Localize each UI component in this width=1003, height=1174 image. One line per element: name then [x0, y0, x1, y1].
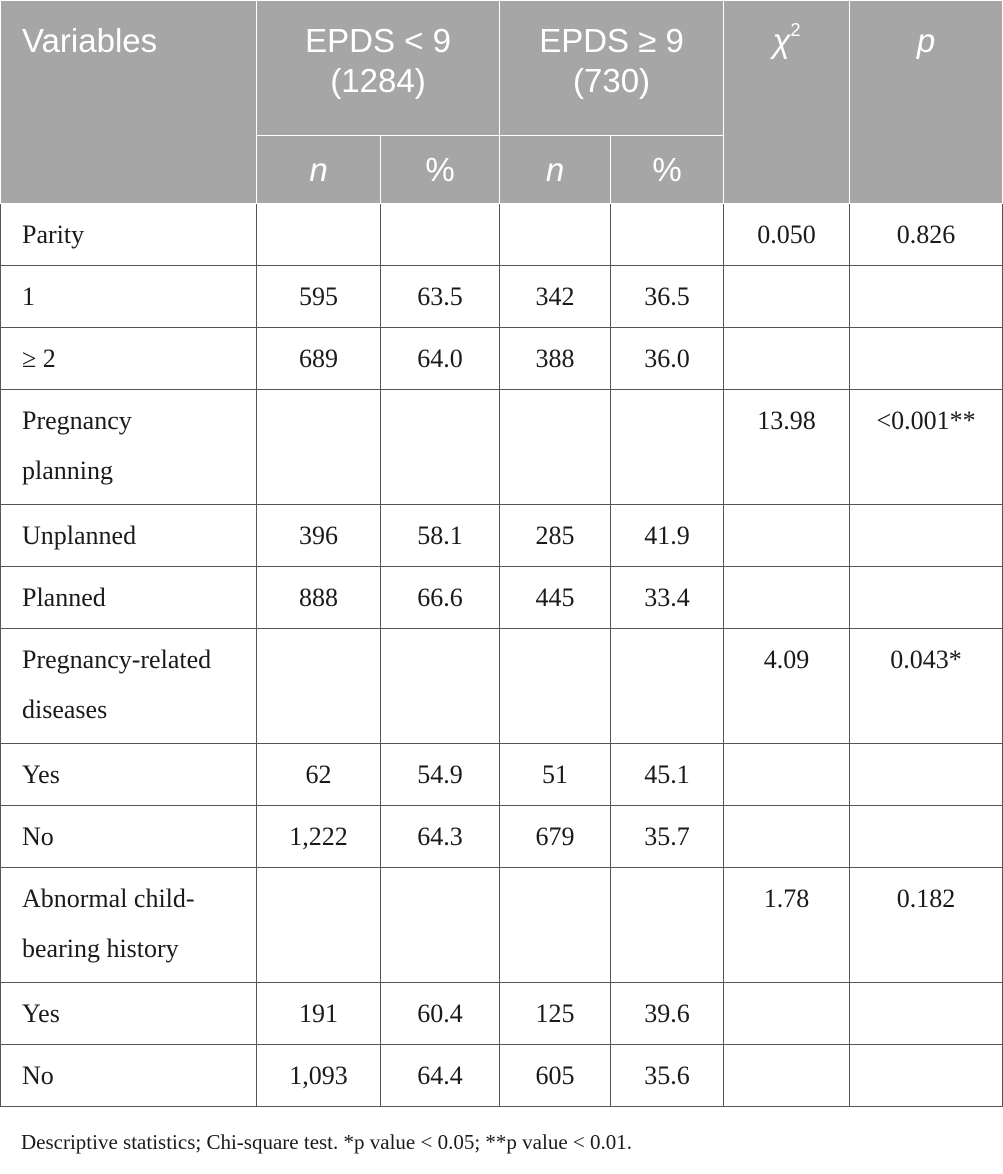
cell-n-high: 342 — [500, 266, 611, 328]
table-row — [1, 744, 1003, 806]
header-epds-low-count: (1284) — [330, 62, 426, 99]
row-label — [1, 629, 257, 744]
row-label: Unplanned — [1, 505, 257, 567]
table-row — [1, 567, 1003, 629]
cell-n-low — [257, 629, 381, 744]
row-label: Planned — [1, 567, 257, 629]
cell-pct-low: 66.6 — [381, 567, 500, 629]
cell-pct-low — [381, 390, 500, 505]
table-row — [1, 328, 1003, 390]
cell-p — [850, 328, 1003, 390]
table-footnote: Descriptive statistics; Chi-square test. *p value < 0.05; **p value < 0.01. — [21, 1130, 632, 1154]
cell-p — [850, 806, 1003, 868]
header-epds-high-count: (730) — [573, 62, 651, 99]
cell-p — [850, 266, 1003, 328]
cell-pct-high — [611, 204, 724, 266]
cell-n-high — [500, 629, 611, 744]
table-row — [1, 983, 1003, 1045]
cell-pct-low: 63.5 — [381, 266, 500, 328]
cell-n-high: 445 — [500, 567, 611, 629]
row-label-line1: Pregnancy-related — [22, 645, 212, 674]
table-row — [1, 505, 1003, 567]
cell-chi2 — [724, 505, 850, 567]
header-n-low: n — [257, 136, 381, 204]
cell-p: 0.043* — [850, 629, 1003, 744]
cell-p — [850, 1045, 1003, 1107]
cell-n-high — [500, 868, 611, 983]
cell-pct-high: 36.0 — [611, 328, 724, 390]
cell-chi2 — [724, 806, 850, 868]
table-row — [1, 204, 1003, 266]
row-label: Yes — [1, 983, 257, 1045]
row-label: No — [1, 1045, 257, 1107]
cell-n-high: 605 — [500, 1045, 611, 1107]
row-label: Yes — [1, 744, 257, 806]
row-label — [1, 868, 257, 983]
cell-chi2: 1.78 — [724, 868, 850, 983]
cell-chi2 — [724, 1045, 850, 1107]
cell-pct-high: 36.5 — [611, 266, 724, 328]
cell-n-low: 595 — [257, 266, 381, 328]
cell-chi2 — [724, 567, 850, 629]
table-row — [1, 868, 1003, 983]
header-chi-square — [724, 1, 850, 204]
header-p: p — [850, 1, 1003, 204]
cell-n-high: 285 — [500, 505, 611, 567]
cell-pct-high: 41.9 — [611, 505, 724, 567]
header-pct-high: % — [611, 136, 724, 204]
table-row — [1, 1045, 1003, 1107]
cell-chi2: 4.09 — [724, 629, 850, 744]
row-label: Parity — [1, 204, 257, 266]
header-epds-low-label: EPDS < 9 — [305, 22, 451, 59]
row-label: No — [1, 806, 257, 868]
cell-pct-low: 64.0 — [381, 328, 500, 390]
cell-p: 0.826 — [850, 204, 1003, 266]
cell-pct-low: 60.4 — [381, 983, 500, 1045]
cell-chi2: 13.98 — [724, 390, 850, 505]
header-epds-low — [257, 1, 500, 136]
cell-chi2 — [724, 983, 850, 1045]
cell-n-low: 888 — [257, 567, 381, 629]
cell-pct-high: 39.6 — [611, 983, 724, 1045]
cell-n-low: 191 — [257, 983, 381, 1045]
table-row — [1, 390, 1003, 505]
cell-p: 0.182 — [850, 868, 1003, 983]
row-label-line2: bearing history — [22, 934, 179, 963]
header-variables: Variables — [1, 1, 257, 204]
cell-n-high: 388 — [500, 328, 611, 390]
row-label — [1, 390, 257, 505]
cell-n-low: 396 — [257, 505, 381, 567]
cell-pct-low — [381, 204, 500, 266]
cell-n-high: 51 — [500, 744, 611, 806]
cell-pct-low: 58.1 — [381, 505, 500, 567]
row-label: ≥ 2 — [1, 328, 257, 390]
header-epds-high — [500, 1, 724, 136]
header-pct-low: % — [381, 136, 500, 204]
cell-chi2: 0.050 — [724, 204, 850, 266]
header-epds-high-label: EPDS ≥ 9 — [539, 22, 684, 59]
cell-n-low: 1,222 — [257, 806, 381, 868]
cell-n-low: 62 — [257, 744, 381, 806]
cell-chi2 — [724, 328, 850, 390]
cell-pct-low: 64.3 — [381, 806, 500, 868]
cell-pct-low — [381, 868, 500, 983]
cell-chi2 — [724, 266, 850, 328]
table-row — [1, 806, 1003, 868]
cell-n-low: 1,093 — [257, 1045, 381, 1107]
row-label-line1: Pregnancy — [22, 406, 132, 435]
cell-chi2 — [724, 744, 850, 806]
cell-p: <0.001** — [850, 390, 1003, 505]
table-row — [1, 266, 1003, 328]
row-label-line1: Abnormal child- — [22, 884, 195, 913]
cell-p — [850, 567, 1003, 629]
table-header — [1, 1, 1003, 204]
cell-n-high — [500, 390, 611, 505]
cell-n-high — [500, 204, 611, 266]
cell-n-high: 679 — [500, 806, 611, 868]
cell-p — [850, 505, 1003, 567]
table-row — [1, 629, 1003, 744]
row-label: 1 — [1, 266, 257, 328]
cell-pct-low — [381, 629, 500, 744]
table-body — [1, 204, 1003, 1107]
cell-p — [850, 744, 1003, 806]
chi-symbol: χ — [772, 22, 791, 59]
cell-pct-high: 33.4 — [611, 567, 724, 629]
cell-pct-high: 35.7 — [611, 806, 724, 868]
cell-pct-high — [611, 868, 724, 983]
header-n-high: n — [500, 136, 611, 204]
cell-pct-low: 64.4 — [381, 1045, 500, 1107]
cell-n-low — [257, 868, 381, 983]
cell-n-low — [257, 204, 381, 266]
cell-n-low: 689 — [257, 328, 381, 390]
cell-n-low — [257, 390, 381, 505]
cell-pct-high — [611, 390, 724, 505]
cell-p — [850, 983, 1003, 1045]
row-label-line2: planning — [22, 456, 113, 485]
cell-pct-low: 54.9 — [381, 744, 500, 806]
cell-n-high: 125 — [500, 983, 611, 1045]
cell-pct-high — [611, 629, 724, 744]
cell-pct-high: 35.6 — [611, 1045, 724, 1107]
cell-pct-high: 45.1 — [611, 744, 724, 806]
row-label-line2: diseases — [22, 695, 108, 724]
chi-superscript: 2 — [790, 20, 801, 40]
